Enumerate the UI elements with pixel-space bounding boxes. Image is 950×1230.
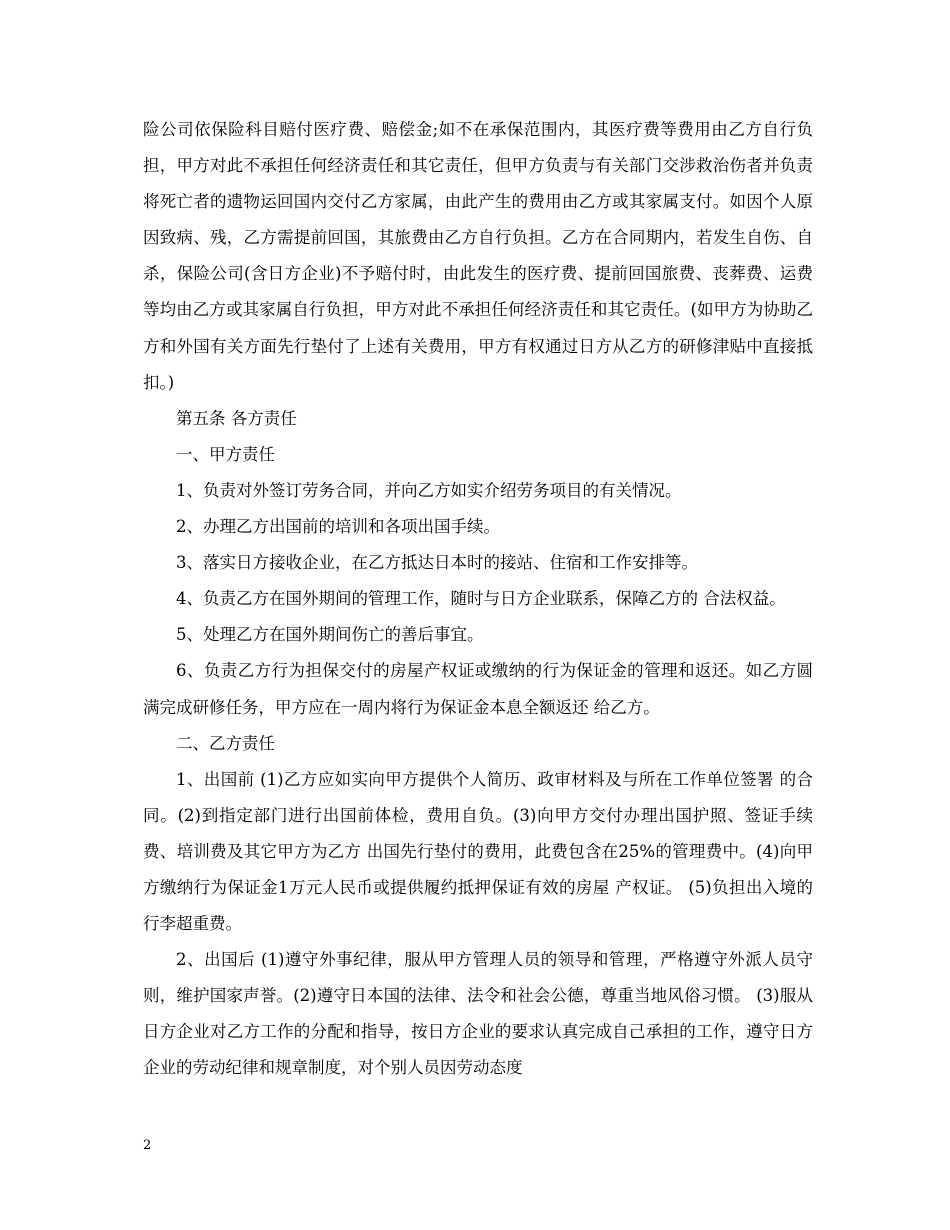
paragraph: 二、乙方责任 [176,733,275,753]
paragraph: 2、办理乙方出国前的培训和各项出国手续。 [176,517,500,537]
paragraph: 一、甲方责任 [176,444,275,464]
page-number: 2 [143,1138,152,1153]
paragraph: 2、出国后 (1)遵守外事纪律，服从甲方管理人员的领导和管理，严格遵守外派人员守则，维护国家声誉。(2)遵守日本国的法律、法令和社会公德，尊重当地风俗习惯。 (3)服从日方企业对乙方工作的分配和指导，按日方企业的要求认真完成自己承担的工作，遵守日方企业的劳动纪律和规章制度，对个别人员因劳动态度 [143,950,813,1078]
document-body [143,112,813,1087]
paragraph: 3、落实日方接收企业，在乙方抵达日本时的接站、住宿和工作安排等。 [176,553,698,573]
paragraph: 6、负责乙方行为担保交付的房屋产权证或缴纳的行为保证金的管理和返还。如乙方圆满完成研修任务，甲方应在一周内将行为保证金本息全额返还 给乙方。 [143,661,813,717]
paragraph: 险公司依保险科目赔付医疗费、赔偿金;如不在承保范围内，其医疗费等费用由乙方自行负担，甲方对此不承担任何经济责任和其它责任，但甲方负责与有关部门交涉救治伤者并负责将死亡者的遗物运回国内交付乙方家属，由此产生的费用由乙方或其家属支付。如因个人原因致病、残，乙方需提前回国，其旅费由乙方自行负担。乙方在合同期内，若发生自伤、自杀，保险公司(含日方企业)不予赔付时，由此发生的医疗费、提前回国旅费、丧葬费、运费等均由乙方或其家属自行负担，甲方对此不承担任何经济责任和其它责任。(如甲方为协助乙方和外国有关方面先行垫付了上述有关费用，甲方有权通过日方从乙方的研修津贴中直接抵扣。) [143,120,813,392]
paragraph: 第五条 各方责任 [176,408,297,428]
paragraph: 4、负责乙方在国外期间的管理工作，随时与日方企业联系，保障乙方的 合法权益。 [176,589,786,609]
paragraph: 5、处理乙方在国外期间伤亡的善后事宜。 [176,625,484,645]
paragraph: 1、出国前 (1)乙方应如实向甲方提供个人简历、政审材料及与所在工作单位签署 的合同。(2)到指定部门进行出国前体检，费用自负。(3)向甲方交付办理出国护照、签证手续费、培训费及其它甲方为乙方 出国先行垫付的费用，此费包含在25%的管理费中。(4)向甲方缴纳行为保证金1万元人民币或提供履约抵押保证有效的房屋 产权证。 (5)负担出入境的行李超重费。 [143,769,813,934]
paragraph: 1、负责对外签订劳务合同，并向乙方如实介绍劳务项目的有关情况。 [176,480,682,500]
